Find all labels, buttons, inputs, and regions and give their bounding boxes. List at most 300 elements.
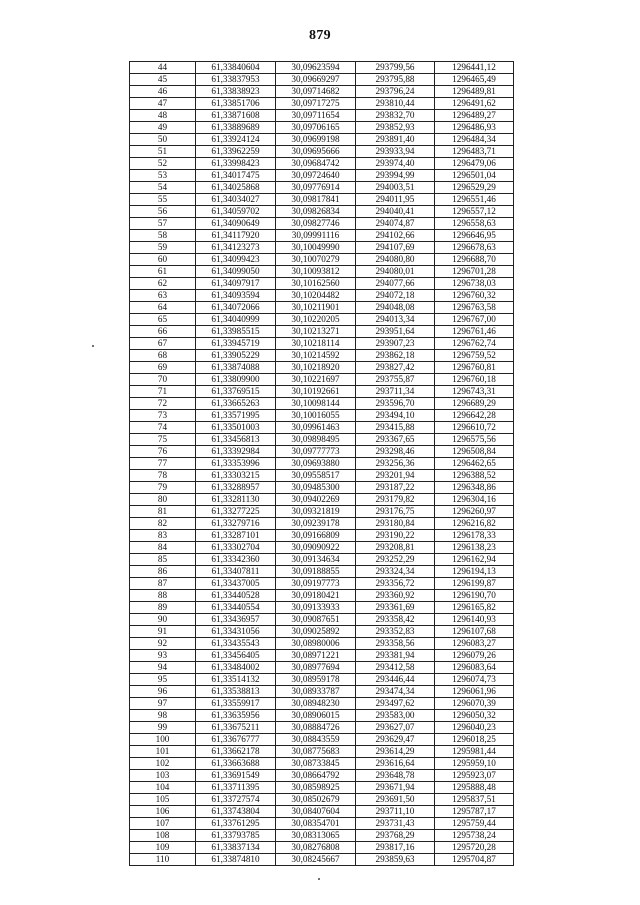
y-coordinate-cell: 1296760,81 <box>435 362 514 374</box>
point-number-cell: 99 <box>130 722 196 734</box>
latitude-cell: 61,34059702 <box>196 206 276 218</box>
longitude-cell: 30,10220205 <box>276 314 356 326</box>
x-coordinate-cell: 293367,65 <box>356 434 435 446</box>
table-row <box>130 446 514 458</box>
longitude-cell: 30,09684742 <box>276 158 356 170</box>
x-coordinate-cell: 293862,18 <box>356 350 435 362</box>
latitude-cell: 61,33538813 <box>196 686 276 698</box>
longitude-cell: 30,09133933 <box>276 602 356 614</box>
longitude-cell: 30,09321819 <box>276 506 356 518</box>
y-coordinate-cell: 1296759,52 <box>435 350 514 362</box>
latitude-cell: 61,33743804 <box>196 806 276 818</box>
x-coordinate-cell: 293352,83 <box>356 626 435 638</box>
longitude-cell: 30,08407604 <box>276 806 356 818</box>
latitude-cell: 61,33809900 <box>196 374 276 386</box>
table-row <box>130 806 514 818</box>
y-coordinate-cell: 1296465,49 <box>435 74 514 86</box>
latitude-cell: 61,34123273 <box>196 242 276 254</box>
longitude-cell: 30,10192661 <box>276 386 356 398</box>
latitude-cell: 61,33662178 <box>196 746 276 758</box>
latitude-cell: 61,33440554 <box>196 602 276 614</box>
longitude-cell: 30,09087651 <box>276 614 356 626</box>
table-row <box>130 266 514 278</box>
point-number-cell: 67 <box>130 338 196 350</box>
point-number-cell: 108 <box>130 830 196 842</box>
y-coordinate-cell: 1296138,23 <box>435 542 514 554</box>
table-row <box>130 434 514 446</box>
longitude-cell: 30,08948230 <box>276 698 356 710</box>
y-coordinate-cell: 1296079,26 <box>435 650 514 662</box>
x-coordinate-cell: 293796,24 <box>356 86 435 98</box>
x-coordinate-cell: 294013,34 <box>356 314 435 326</box>
longitude-cell: 30,08502679 <box>276 794 356 806</box>
point-number-cell: 48 <box>130 110 196 122</box>
table-row <box>130 338 514 350</box>
table-row <box>130 770 514 782</box>
y-coordinate-cell: 1296557,12 <box>435 206 514 218</box>
longitude-cell: 30,10093812 <box>276 266 356 278</box>
x-coordinate-cell: 293994,99 <box>356 170 435 182</box>
y-coordinate-cell: 1296689,29 <box>435 398 514 410</box>
table-row <box>130 566 514 578</box>
latitude-cell: 61,34117920 <box>196 230 276 242</box>
latitude-cell: 61,33874810 <box>196 854 276 866</box>
x-coordinate-cell: 293180,84 <box>356 518 435 530</box>
table-row <box>130 854 514 866</box>
table-row <box>130 218 514 230</box>
point-number-cell: 77 <box>130 458 196 470</box>
latitude-cell: 61,34099423 <box>196 254 276 266</box>
x-coordinate-cell: 293974,40 <box>356 158 435 170</box>
point-number-cell: 51 <box>130 146 196 158</box>
latitude-cell: 61,34072066 <box>196 302 276 314</box>
table-row <box>130 314 514 326</box>
table-row <box>130 686 514 698</box>
point-number-cell: 105 <box>130 794 196 806</box>
point-number-cell: 63 <box>130 290 196 302</box>
point-number-cell: 54 <box>130 182 196 194</box>
x-coordinate-cell: 293648,78 <box>356 770 435 782</box>
y-coordinate-cell: 1295759,44 <box>435 818 514 830</box>
longitude-cell: 30,10221697 <box>276 374 356 386</box>
point-number-cell: 89 <box>130 602 196 614</box>
point-number-cell: 53 <box>130 170 196 182</box>
longitude-cell: 30,09025892 <box>276 626 356 638</box>
latitude-cell: 61,33501003 <box>196 422 276 434</box>
x-coordinate-cell: 293252,29 <box>356 554 435 566</box>
table-row <box>130 458 514 470</box>
y-coordinate-cell: 1295981,44 <box>435 746 514 758</box>
point-number-cell: 109 <box>130 842 196 854</box>
longitude-cell: 30,09827746 <box>276 218 356 230</box>
table-row <box>130 326 514 338</box>
y-coordinate-cell: 1296388,52 <box>435 470 514 482</box>
latitude-cell: 61,33793785 <box>196 830 276 842</box>
longitude-cell: 30,09961463 <box>276 422 356 434</box>
x-coordinate-cell: 293201,94 <box>356 470 435 482</box>
latitude-cell: 61,33288957 <box>196 482 276 494</box>
y-coordinate-cell: 1295787,17 <box>435 806 514 818</box>
longitude-cell: 30,09695666 <box>276 146 356 158</box>
y-coordinate-cell: 1296140,93 <box>435 614 514 626</box>
table-row <box>130 170 514 182</box>
y-coordinate-cell: 1296575,56 <box>435 434 514 446</box>
table-row <box>130 530 514 542</box>
table-row <box>130 506 514 518</box>
point-number-cell: 72 <box>130 398 196 410</box>
y-coordinate-cell: 1296489,81 <box>435 86 514 98</box>
table-row <box>130 98 514 110</box>
table-row <box>130 542 514 554</box>
x-coordinate-cell: 293629,47 <box>356 734 435 746</box>
y-coordinate-cell: 1296508,84 <box>435 446 514 458</box>
point-number-cell: 80 <box>130 494 196 506</box>
point-number-cell: 110 <box>130 854 196 866</box>
y-coordinate-cell: 1296061,96 <box>435 686 514 698</box>
latitude-cell: 61,33769515 <box>196 386 276 398</box>
point-number-cell: 59 <box>130 242 196 254</box>
longitude-cell: 30,08598925 <box>276 782 356 794</box>
latitude-cell: 61,34034027 <box>196 194 276 206</box>
longitude-cell: 30,09402269 <box>276 494 356 506</box>
point-number-cell: 66 <box>130 326 196 338</box>
y-coordinate-cell: 1296070,39 <box>435 698 514 710</box>
y-coordinate-cell: 1296761,46 <box>435 326 514 338</box>
longitude-cell: 30,08276808 <box>276 842 356 854</box>
y-coordinate-cell: 1296178,33 <box>435 530 514 542</box>
x-coordinate-cell: 293810,44 <box>356 98 435 110</box>
y-coordinate-cell: 1296558,63 <box>435 218 514 230</box>
latitude-cell: 61,34099050 <box>196 266 276 278</box>
y-coordinate-cell: 1296763,58 <box>435 302 514 314</box>
table-row <box>130 614 514 626</box>
point-number-cell: 106 <box>130 806 196 818</box>
longitude-cell: 30,09817841 <box>276 194 356 206</box>
longitude-cell: 30,08906015 <box>276 710 356 722</box>
x-coordinate-cell: 293356,72 <box>356 578 435 590</box>
y-coordinate-cell: 1295837,51 <box>435 794 514 806</box>
table-row <box>130 518 514 530</box>
table-row <box>130 818 514 830</box>
y-coordinate-cell: 1296462,65 <box>435 458 514 470</box>
latitude-cell: 61,33998423 <box>196 158 276 170</box>
table-row <box>130 710 514 722</box>
point-number-cell: 96 <box>130 686 196 698</box>
table-row <box>130 422 514 434</box>
x-coordinate-cell: 293583,00 <box>356 710 435 722</box>
latitude-cell: 61,33663688 <box>196 758 276 770</box>
x-coordinate-cell: 293381,94 <box>356 650 435 662</box>
point-number-cell: 101 <box>130 746 196 758</box>
longitude-cell: 30,08980006 <box>276 638 356 650</box>
latitude-cell: 61,33675211 <box>196 722 276 734</box>
x-coordinate-cell: 293799,56 <box>356 62 435 74</box>
point-number-cell: 62 <box>130 278 196 290</box>
y-coordinate-cell: 1296642,28 <box>435 410 514 422</box>
x-coordinate-cell: 294080,80 <box>356 254 435 266</box>
y-coordinate-cell: 1296162,94 <box>435 554 514 566</box>
table-row <box>130 398 514 410</box>
y-coordinate-cell: 1296738,03 <box>435 278 514 290</box>
y-coordinate-cell: 1296610,72 <box>435 422 514 434</box>
x-coordinate-cell: 293494,10 <box>356 410 435 422</box>
point-number-cell: 92 <box>130 638 196 650</box>
table-row <box>130 698 514 710</box>
longitude-cell: 30,09706165 <box>276 122 356 134</box>
longitude-cell: 30,10049990 <box>276 242 356 254</box>
table-row <box>130 134 514 146</box>
longitude-cell: 30,09711654 <box>276 110 356 122</box>
latitude-cell: 61,33905229 <box>196 350 276 362</box>
point-number-cell: 93 <box>130 650 196 662</box>
table-row <box>130 626 514 638</box>
table-row <box>130 194 514 206</box>
y-coordinate-cell: 1295720,28 <box>435 842 514 854</box>
x-coordinate-cell: 294102,66 <box>356 230 435 242</box>
x-coordinate-cell: 293415,88 <box>356 422 435 434</box>
longitude-cell: 30,09166809 <box>276 530 356 542</box>
table-row <box>130 110 514 122</box>
y-coordinate-cell: 1296190,70 <box>435 590 514 602</box>
point-number-cell: 46 <box>130 86 196 98</box>
y-coordinate-cell: 1296491,62 <box>435 98 514 110</box>
latitude-cell: 61,33392984 <box>196 446 276 458</box>
coordinates-table-body <box>130 62 514 866</box>
latitude-cell: 61,33435543 <box>196 638 276 650</box>
longitude-cell: 30,09724640 <box>276 170 356 182</box>
point-number-cell: 76 <box>130 446 196 458</box>
point-number-cell: 74 <box>130 422 196 434</box>
latitude-cell: 61,34093594 <box>196 290 276 302</box>
x-coordinate-cell: 294080,01 <box>356 266 435 278</box>
point-number-cell: 47 <box>130 98 196 110</box>
table-row <box>130 662 514 674</box>
longitude-cell: 30,09776914 <box>276 182 356 194</box>
table-row <box>130 638 514 650</box>
table-row <box>130 122 514 134</box>
point-number-cell: 75 <box>130 434 196 446</box>
point-number-cell: 81 <box>130 506 196 518</box>
latitude-cell: 61,33691549 <box>196 770 276 782</box>
point-number-cell: 97 <box>130 698 196 710</box>
y-coordinate-cell: 1296743,31 <box>435 386 514 398</box>
longitude-cell: 30,09714682 <box>276 86 356 98</box>
point-number-cell: 61 <box>130 266 196 278</box>
point-number-cell: 91 <box>130 626 196 638</box>
x-coordinate-cell: 293596,70 <box>356 398 435 410</box>
point-number-cell: 102 <box>130 758 196 770</box>
y-coordinate-cell: 1296040,23 <box>435 722 514 734</box>
x-coordinate-cell: 293361,69 <box>356 602 435 614</box>
x-coordinate-cell: 294048,08 <box>356 302 435 314</box>
y-coordinate-cell: 1296348,86 <box>435 482 514 494</box>
y-coordinate-cell: 1296260,97 <box>435 506 514 518</box>
y-coordinate-cell: 1296304,16 <box>435 494 514 506</box>
x-coordinate-cell: 293691,50 <box>356 794 435 806</box>
table-row <box>130 830 514 842</box>
latitude-cell: 61,33727574 <box>196 794 276 806</box>
longitude-cell: 30,10204482 <box>276 290 356 302</box>
x-coordinate-cell: 293614,29 <box>356 746 435 758</box>
point-number-cell: 104 <box>130 782 196 794</box>
table-row <box>130 554 514 566</box>
table-row <box>130 578 514 590</box>
x-coordinate-cell: 293324,34 <box>356 566 435 578</box>
y-coordinate-cell: 1296194,13 <box>435 566 514 578</box>
table-row <box>130 350 514 362</box>
x-coordinate-cell: 293497,62 <box>356 698 435 710</box>
longitude-cell: 30,08959178 <box>276 674 356 686</box>
table-row <box>130 74 514 86</box>
y-coordinate-cell: 1296767,00 <box>435 314 514 326</box>
longitude-cell: 30,08843559 <box>276 734 356 746</box>
longitude-cell: 30,08664792 <box>276 770 356 782</box>
latitude-cell: 61,33456813 <box>196 434 276 446</box>
longitude-cell: 30,09669297 <box>276 74 356 86</box>
x-coordinate-cell: 293360,92 <box>356 590 435 602</box>
table-row <box>130 758 514 770</box>
table-row <box>130 470 514 482</box>
table-row <box>130 794 514 806</box>
longitude-cell: 30,10218114 <box>276 338 356 350</box>
longitude-cell: 30,08775683 <box>276 746 356 758</box>
y-coordinate-cell: 1295923,07 <box>435 770 514 782</box>
x-coordinate-cell: 293817,16 <box>356 842 435 854</box>
longitude-cell: 30,08733845 <box>276 758 356 770</box>
x-coordinate-cell: 293951,64 <box>356 326 435 338</box>
table-row <box>130 602 514 614</box>
x-coordinate-cell: 293474,34 <box>356 686 435 698</box>
y-coordinate-cell: 1296199,87 <box>435 578 514 590</box>
table-row <box>130 374 514 386</box>
x-coordinate-cell: 293711,10 <box>356 806 435 818</box>
point-number-cell: 84 <box>130 542 196 554</box>
longitude-cell: 30,10070279 <box>276 254 356 266</box>
y-coordinate-cell: 1296483,71 <box>435 146 514 158</box>
longitude-cell: 30,10162560 <box>276 278 356 290</box>
table-row <box>130 182 514 194</box>
latitude-cell: 61,33676777 <box>196 734 276 746</box>
x-coordinate-cell: 293795,88 <box>356 74 435 86</box>
y-coordinate-cell: 1296074,73 <box>435 674 514 686</box>
longitude-cell: 30,09485300 <box>276 482 356 494</box>
latitude-cell: 61,33559917 <box>196 698 276 710</box>
longitude-cell: 30,09991116 <box>276 230 356 242</box>
latitude-cell: 61,34090649 <box>196 218 276 230</box>
y-coordinate-cell: 1295738,24 <box>435 830 514 842</box>
x-coordinate-cell: 294074,87 <box>356 218 435 230</box>
longitude-cell: 30,09717275 <box>276 98 356 110</box>
x-coordinate-cell: 293256,36 <box>356 458 435 470</box>
latitude-cell: 61,33514132 <box>196 674 276 686</box>
latitude-cell: 61,33277225 <box>196 506 276 518</box>
latitude-cell: 61,33874088 <box>196 362 276 374</box>
point-number-cell: 56 <box>130 206 196 218</box>
longitude-cell: 30,09826834 <box>276 206 356 218</box>
longitude-cell: 30,08313065 <box>276 830 356 842</box>
latitude-cell: 61,33303215 <box>196 470 276 482</box>
x-coordinate-cell: 293616,64 <box>356 758 435 770</box>
longitude-cell: 30,08354701 <box>276 818 356 830</box>
x-coordinate-cell: 293891,40 <box>356 134 435 146</box>
latitude-cell: 61,33342360 <box>196 554 276 566</box>
x-coordinate-cell: 294011,95 <box>356 194 435 206</box>
longitude-cell: 30,09239178 <box>276 518 356 530</box>
latitude-cell: 61,33440528 <box>196 590 276 602</box>
x-coordinate-cell: 294003,51 <box>356 182 435 194</box>
latitude-cell: 61,33353996 <box>196 458 276 470</box>
point-number-cell: 52 <box>130 158 196 170</box>
y-coordinate-cell: 1296529,29 <box>435 182 514 194</box>
x-coordinate-cell: 293933,94 <box>356 146 435 158</box>
longitude-cell: 30,10211901 <box>276 302 356 314</box>
longitude-cell: 30,10098144 <box>276 398 356 410</box>
latitude-cell: 61,33436957 <box>196 614 276 626</box>
y-coordinate-cell: 1296486,93 <box>435 122 514 134</box>
y-coordinate-cell: 1296050,32 <box>435 710 514 722</box>
point-number-cell: 90 <box>130 614 196 626</box>
longitude-cell: 30,08884726 <box>276 722 356 734</box>
y-coordinate-cell: 1296107,68 <box>435 626 514 638</box>
y-coordinate-cell: 1296678,63 <box>435 242 514 254</box>
table-row <box>130 386 514 398</box>
point-number-cell: 55 <box>130 194 196 206</box>
longitude-cell: 30,10213271 <box>276 326 356 338</box>
x-coordinate-cell: 293907,23 <box>356 338 435 350</box>
latitude-cell: 61,33962259 <box>196 146 276 158</box>
x-coordinate-cell: 293859,63 <box>356 854 435 866</box>
table-row <box>130 254 514 266</box>
y-coordinate-cell: 1296760,18 <box>435 374 514 386</box>
latitude-cell: 61,33838923 <box>196 86 276 98</box>
y-coordinate-cell: 1296701,28 <box>435 266 514 278</box>
x-coordinate-cell: 293755,87 <box>356 374 435 386</box>
table-row <box>130 722 514 734</box>
point-number-cell: 44 <box>130 62 196 74</box>
x-coordinate-cell: 293358,56 <box>356 638 435 650</box>
y-coordinate-cell: 1296165,82 <box>435 602 514 614</box>
coordinates-table <box>129 61 514 866</box>
latitude-cell: 61,33635956 <box>196 710 276 722</box>
point-number-cell: 73 <box>130 410 196 422</box>
page-number: 879 <box>309 28 331 43</box>
x-coordinate-cell: 293731,43 <box>356 818 435 830</box>
x-coordinate-cell: 293358,42 <box>356 614 435 626</box>
latitude-cell: 61,33761295 <box>196 818 276 830</box>
point-number-cell: 64 <box>130 302 196 314</box>
latitude-cell: 61,33302704 <box>196 542 276 554</box>
table-row <box>130 206 514 218</box>
longitude-cell: 30,08977694 <box>276 662 356 674</box>
latitude-cell: 61,33924124 <box>196 134 276 146</box>
y-coordinate-cell: 1296501,04 <box>435 170 514 182</box>
y-coordinate-cell: 1296760,32 <box>435 290 514 302</box>
table-row <box>130 494 514 506</box>
x-coordinate-cell: 293190,22 <box>356 530 435 542</box>
table-row <box>130 242 514 254</box>
table-row <box>130 278 514 290</box>
latitude-cell: 61,33945719 <box>196 338 276 350</box>
table-row <box>130 842 514 854</box>
latitude-cell: 61,33840604 <box>196 62 276 74</box>
table-row <box>130 734 514 746</box>
y-coordinate-cell: 1296216,82 <box>435 518 514 530</box>
latitude-cell: 61,33889689 <box>196 122 276 134</box>
latitude-cell: 61,33665263 <box>196 398 276 410</box>
table-row <box>130 410 514 422</box>
x-coordinate-cell: 293446,44 <box>356 674 435 686</box>
longitude-cell: 30,10016055 <box>276 410 356 422</box>
